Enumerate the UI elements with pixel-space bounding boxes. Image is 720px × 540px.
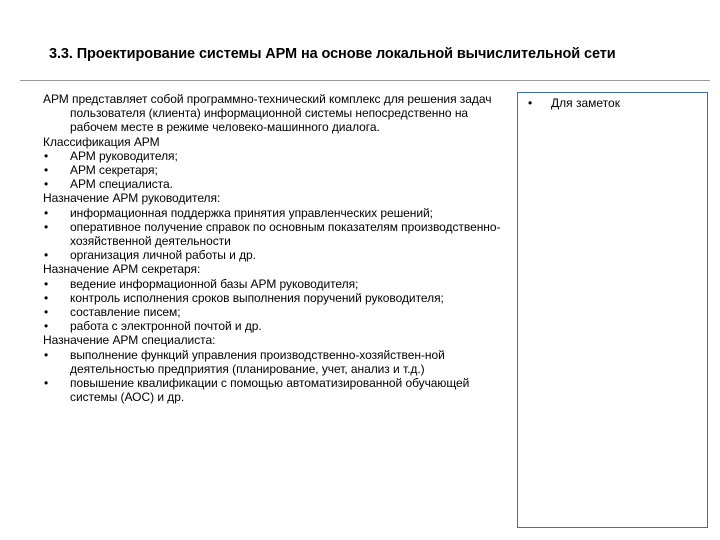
list-item-text: ведение информационной базы АРМ руководителя; bbox=[70, 276, 359, 291]
bullet-icon: • bbox=[44, 347, 49, 362]
list-item-text: выполнение функций управления производственно-хозяйствен-ной деятельностью предприятия (планирование, учет, анализ и т.д.) bbox=[70, 347, 445, 376]
bullet-icon: • bbox=[44, 177, 49, 192]
bullet-icon: • bbox=[44, 205, 49, 220]
slide-body bbox=[43, 92, 501, 404]
specialist-heading: Назначение АРМ специалиста: bbox=[43, 333, 216, 348]
list-item bbox=[43, 248, 501, 262]
bullet-icon: • bbox=[44, 148, 49, 163]
list-item-text: повышение квалификации с помощью автоматизированной обучающей системы (АОС) и др. bbox=[70, 376, 470, 405]
list-item bbox=[43, 163, 501, 177]
list-item bbox=[43, 149, 501, 163]
bullet-icon: • bbox=[44, 319, 49, 334]
list-item-text: оперативное получение справок по основным показателям производственно-хозяйственной деятельности bbox=[70, 219, 501, 249]
list-item bbox=[43, 348, 501, 376]
intro-paragraph: АРМ представляет собой программно-технический комплекс для решения задач пользователя (клиента) информационной системы непосредственно на рабочем месте в режиме человеко-машинного диалога. bbox=[43, 92, 492, 135]
classification-heading: Классификация АРМ bbox=[43, 134, 160, 149]
list-item bbox=[43, 291, 501, 305]
notes-box[interactable] bbox=[517, 92, 708, 528]
list-item bbox=[43, 277, 501, 291]
bullet-icon: • bbox=[44, 163, 49, 178]
list-item bbox=[43, 220, 501, 248]
list-item-text: контроль исполнения сроков выполнения поручений руководителя; bbox=[70, 290, 444, 305]
bullet-icon: • bbox=[44, 276, 49, 291]
bullet-icon: • bbox=[44, 219, 49, 234]
list-item-text: информационная поддержка принятия управленческих решений; bbox=[70, 205, 433, 220]
list-item-text: АРМ специалиста. bbox=[70, 177, 173, 192]
notes-label: Для заметок bbox=[551, 96, 620, 110]
list-item bbox=[43, 177, 501, 191]
bullet-icon: • bbox=[528, 96, 533, 110]
list-item-text: работа с электронной почтой и др. bbox=[70, 319, 262, 334]
slide-title: 3.3. Проектирование системы АРМ на основе локальной вычислительной сети bbox=[49, 46, 616, 62]
list-item-text: составление писем; bbox=[70, 305, 181, 320]
bullet-icon: • bbox=[44, 290, 49, 305]
secretary-heading: Назначение АРМ секретаря: bbox=[43, 262, 201, 277]
list-item bbox=[43, 319, 501, 333]
list-item-text: АРМ руководителя; bbox=[70, 148, 178, 163]
list-item bbox=[43, 305, 501, 319]
bullet-icon: • bbox=[44, 248, 49, 263]
list-item-text: организация личной работы и др. bbox=[70, 248, 256, 263]
list-item bbox=[43, 206, 501, 220]
manager-heading: Назначение АРМ руководителя: bbox=[43, 191, 221, 206]
bullet-icon: • bbox=[44, 376, 49, 391]
bullet-icon: • bbox=[44, 305, 49, 320]
list-item-text: АРМ секретаря; bbox=[70, 163, 158, 178]
list-item bbox=[43, 376, 501, 404]
